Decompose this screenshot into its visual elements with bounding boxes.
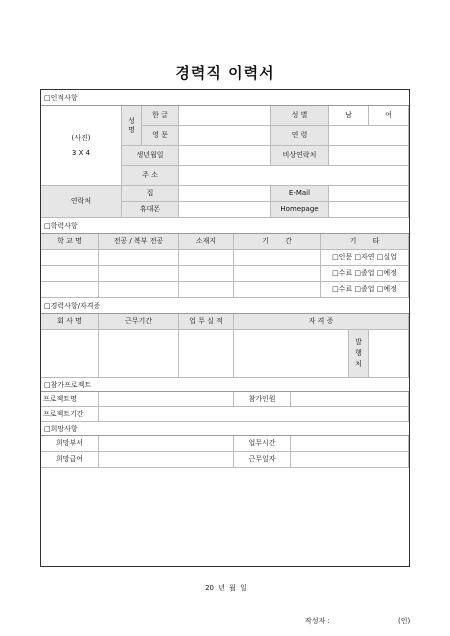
edu-track-checkboxes[interactable]: □인문 □자연 □실업 [321, 250, 409, 266]
edu-header-period: 기 간 [234, 234, 321, 250]
edu-header-school: 학 교 명 [41, 234, 99, 250]
gender-label: 성 별 [271, 106, 329, 126]
gender-female[interactable]: 여 [369, 106, 409, 126]
photo-box [41, 106, 122, 186]
project-period-field[interactable] [99, 407, 409, 422]
edu-header-major: 전공 / 복부 전공 [99, 234, 179, 250]
career-header-performance: 업 무 실 적 [179, 314, 234, 330]
hope-salary-label: 희망급여 [41, 452, 99, 468]
emergency-label: 비상연락처 [271, 146, 329, 166]
edu-status-checkboxes[interactable]: □수료 □졸업 □예정 [321, 266, 409, 282]
section-projects: □참가프로젝트 [41, 378, 409, 392]
career-company-cell[interactable] [41, 330, 99, 378]
work-time-label: 업무시간 [234, 436, 291, 452]
address-label: 주 소 [122, 166, 179, 186]
section-education: □학력사항 [41, 218, 409, 234]
mobile-field[interactable] [179, 202, 271, 218]
home-label: 집 [122, 186, 179, 202]
workday-label: 근무일자 [234, 452, 291, 468]
project-name-label: 프로젝트명 [41, 392, 99, 407]
email-label: E-Mail [271, 186, 329, 202]
section-personal: □인적사항 [41, 90, 409, 106]
edu-cell[interactable] [41, 250, 99, 266]
date-line: 20 년 월 일 [205, 584, 247, 592]
gender-male[interactable]: 남 [329, 106, 369, 126]
homepage-field[interactable] [329, 202, 409, 218]
career-period-cell[interactable] [99, 330, 179, 378]
edu-cell[interactable] [99, 266, 179, 282]
edu-cell[interactable] [41, 266, 99, 282]
workday-field[interactable] [291, 452, 409, 468]
edu-cell[interactable] [179, 266, 234, 282]
document-title: 경력직 이력서 [175, 64, 275, 82]
home-field[interactable] [179, 186, 271, 202]
writer-label: 작성자 : [305, 617, 330, 625]
career-header-license: 자 격 증 [234, 314, 409, 330]
mobile-label: 휴대폰 [122, 202, 179, 218]
hope-dept-field[interactable] [99, 436, 234, 452]
project-period-label: 프로젝트기간 [41, 407, 99, 422]
name-label: 성 명 [122, 106, 142, 146]
age-label: 연 령 [271, 126, 329, 146]
career-header-company: 회 사 명 [41, 314, 99, 330]
english-label: 영 문 [142, 126, 179, 146]
english-field[interactable] [179, 126, 271, 146]
photo-label: (사진) [71, 134, 91, 143]
issuer-label: 발 행 처 [349, 330, 369, 378]
edu-status-checkboxes[interactable]: □수료 □졸업 □예정 [321, 282, 409, 298]
birth-field[interactable] [179, 146, 271, 166]
work-time-field[interactable] [291, 436, 409, 452]
edu-cell[interactable] [179, 282, 234, 298]
emergency-field[interactable] [329, 146, 409, 166]
edu-cell[interactable] [234, 282, 321, 298]
hope-dept-label: 희망부서 [41, 436, 99, 452]
contact-label: 연락처 [41, 186, 122, 218]
edu-cell[interactable] [41, 282, 99, 298]
issuer-field[interactable] [369, 330, 409, 378]
career-header-period: 근무기간 [99, 314, 179, 330]
edu-cell[interactable] [234, 266, 321, 282]
edu-header-location: 소재지 [179, 234, 234, 250]
photo-size: 3 X 4 [71, 148, 91, 157]
project-name-field[interactable] [99, 392, 234, 407]
hangul-field[interactable] [179, 106, 271, 126]
birth-label: 생년월일 [122, 146, 179, 166]
edu-cell[interactable] [99, 250, 179, 266]
edu-cell[interactable] [179, 250, 234, 266]
resume-form [40, 89, 411, 625]
homepage-label: Homepage [271, 202, 329, 218]
edu-cell[interactable] [99, 282, 179, 298]
section-career: □경력사항/자격증 [41, 298, 409, 314]
project-people-label: 참가인원 [234, 392, 291, 407]
edu-cell[interactable] [234, 250, 321, 266]
edu-header-etc: 기 타 [321, 234, 409, 250]
section-hope: □희망사항 [41, 422, 409, 436]
email-field[interactable] [329, 186, 409, 202]
address-field[interactable] [179, 166, 409, 186]
career-performance-cell[interactable] [179, 330, 234, 378]
hope-salary-field[interactable] [99, 452, 234, 468]
hangul-label: 한 글 [142, 106, 179, 126]
seal-mark: (인) [398, 617, 411, 625]
age-field[interactable] [329, 126, 409, 146]
project-people-field[interactable] [291, 392, 409, 407]
career-license-cell[interactable] [234, 330, 349, 378]
